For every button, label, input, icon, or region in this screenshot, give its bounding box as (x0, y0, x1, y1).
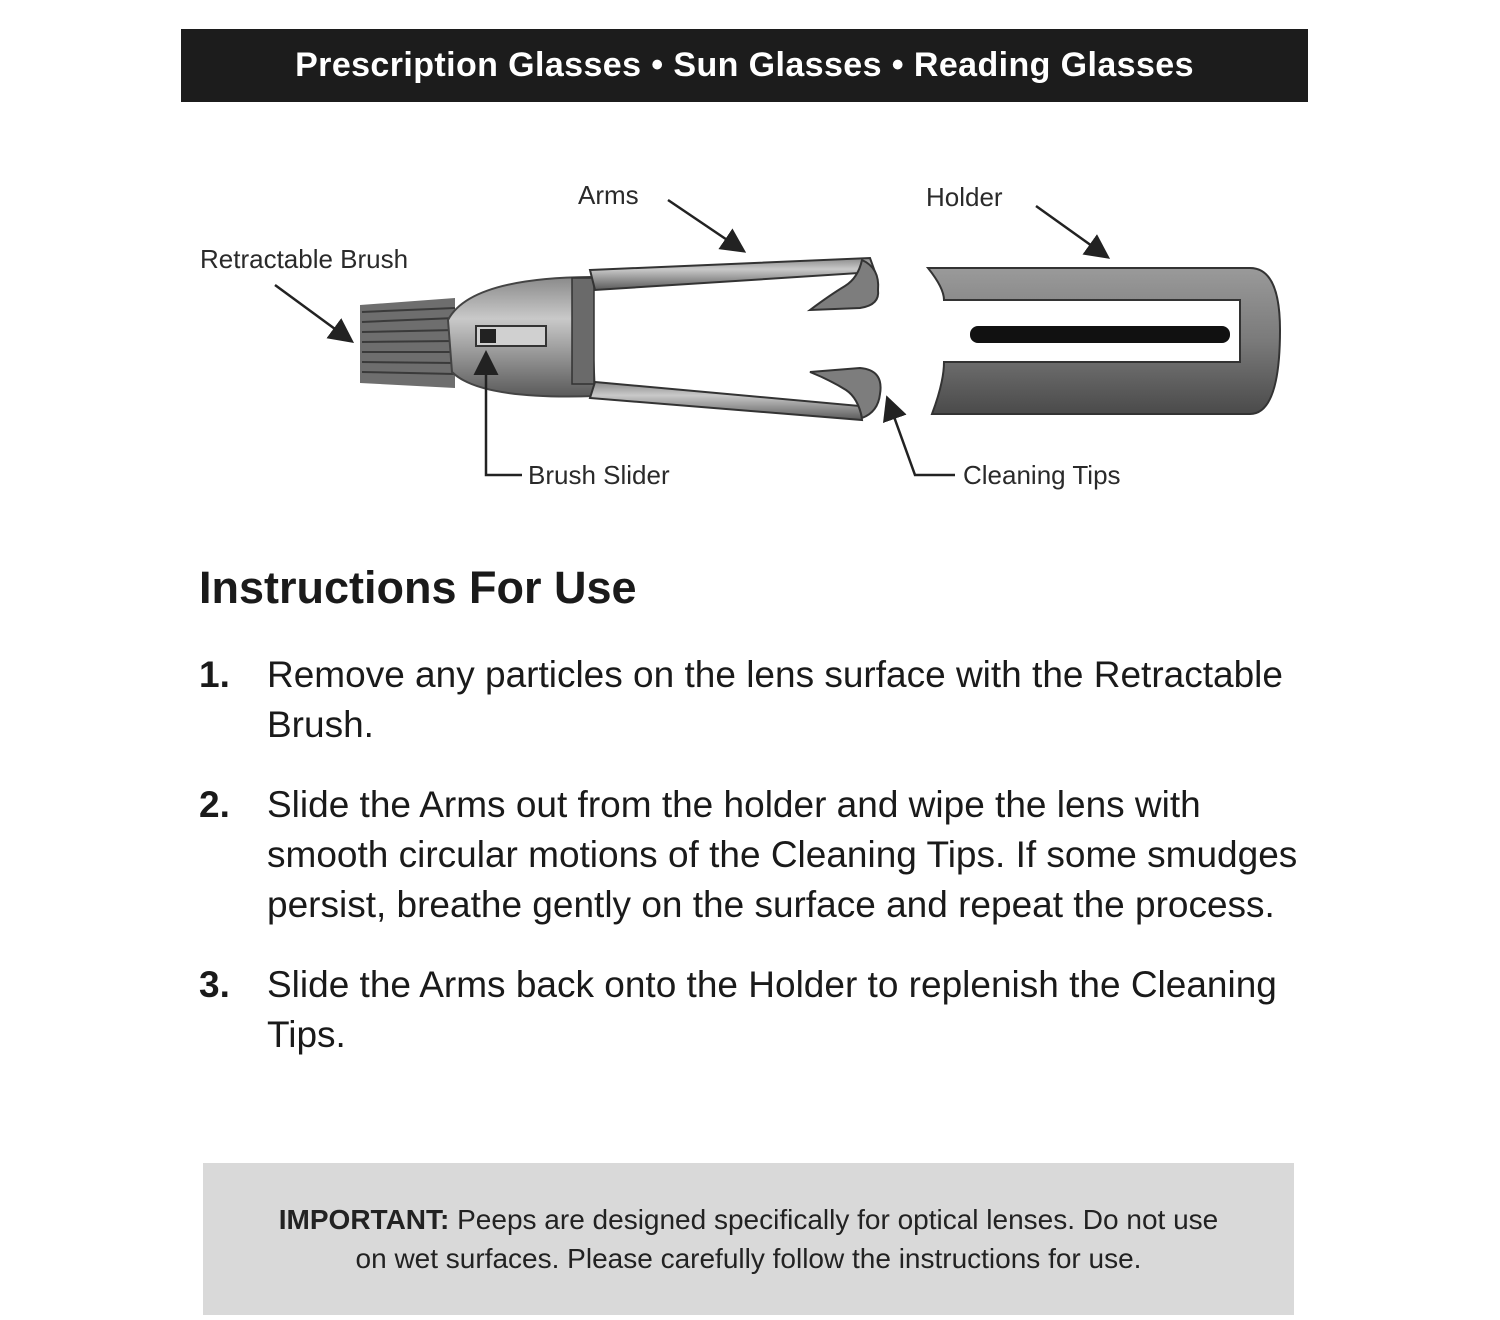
arrow-arms (668, 200, 742, 250)
instructions-list (199, 650, 1309, 1090)
instructions-heading: Instructions For Use (199, 562, 637, 613)
product-diagram (0, 150, 1500, 520)
arm-lower (590, 368, 881, 420)
notice-text: Peeps are designed specifically for optical lenses. Do not use on wet surfaces. Please carefully follow the instructions for use. (355, 1204, 1219, 1274)
instruction-step (199, 780, 1309, 930)
label-cleaning-tips: Cleaning Tips (963, 460, 1121, 490)
step-text: Remove any particles on the lens surface with the Retractable Brush. (267, 654, 1283, 745)
cleaner-illustration (0, 150, 1500, 520)
arm-upper (590, 258, 878, 310)
instruction-step (199, 650, 1309, 750)
label-arms: Arms (578, 180, 639, 210)
step-text: Slide the Arms out from the holder and wipe the lens with smooth circular motions of the Cleaning Tips. If some smudges persist, breathe gently on the surface and repeat the process. (267, 784, 1298, 925)
instruction-step (199, 960, 1309, 1060)
label-brush-slider: Brush Slider (528, 460, 670, 490)
banner-text: Prescription Glasses • Sun Glasses • Reading Glasses (295, 46, 1194, 84)
step-number: 3. (199, 964, 230, 1005)
holder (928, 268, 1280, 414)
arrow-brush (275, 285, 350, 340)
label-retractable-brush: Retractable Brush (200, 244, 409, 274)
important-notice (203, 1163, 1294, 1315)
step-number: 2. (199, 784, 230, 825)
label-holder: Holder (926, 182, 1003, 212)
notice-label: IMPORTANT: (278, 1204, 450, 1235)
step-number: 1. (199, 654, 230, 695)
arrow-holder (1036, 206, 1106, 256)
product-banner (181, 29, 1308, 102)
brush-body (448, 277, 595, 397)
retractable-brush (360, 298, 455, 388)
step-text: Slide the Arms back onto the Holder to replenish the Cleaning Tips. (267, 964, 1277, 1055)
